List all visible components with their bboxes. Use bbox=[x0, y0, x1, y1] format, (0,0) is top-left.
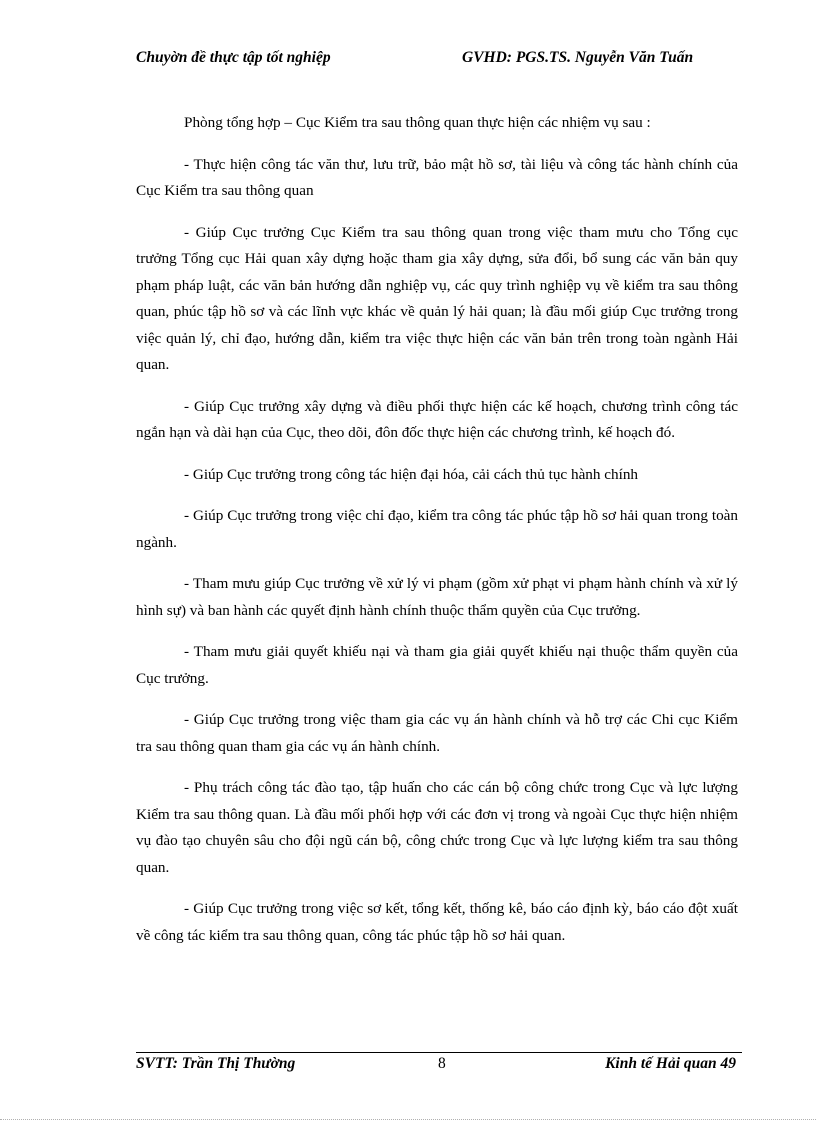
page-bottom-edge bbox=[0, 1119, 816, 1120]
paragraph: - Phụ trách công tác đào tạo, tập huấn cho các cán bộ công chức trong Cục và lực lượng Kiểm tra sau thông quan. Là đầu mối phối hợp với các đơn vị trong và ngoài Cục thực hiện nhiệm vụ đào tạo chuyên sâu cho đội ngũ cán bộ, công chức trong Cục và lực lượng kiểm tra sau thông quan. bbox=[136, 779, 738, 876]
paragraph: - Tham mưu giải quyết khiếu nại và tham gia giải quyết khiếu nại thuộc thẩm quyền của Cục trưởng. bbox=[136, 643, 738, 687]
paragraph: - Tham mưu giúp Cục trưởng về xử lý vi phạm (gồm xử phạt vi phạm hành chính và xử lý hình sự) và ban hành các quyết định hành chính thuộc thẩm quyền của Cục trưởng. bbox=[136, 575, 738, 619]
paragraph: - Giúp Cục trưởng trong việc sơ kết, tổng kết, thống kê, báo cáo định kỳ, báo cáo đột xuất về công tác kiểm tra sau thông quan, công tác phúc tập hồ sơ hải quan. bbox=[136, 900, 738, 944]
paragraph: - Giúp Cục trưởng trong công tác hiện đại hóa, cải cách thủ tục hành chính bbox=[184, 465, 639, 483]
paragraph: - Giúp Cục trưởng xây dựng và điều phối thực hiện các kế hoạch, chương trình công tác ngắn hạn và dài hạn của Cục, theo dõi, đôn đốc thực hiện các chương trình, kế hoạch đó. bbox=[136, 397, 738, 441]
page-number: 8 bbox=[438, 1055, 446, 1072]
footer-class: Kinh tế Hải quan 49 bbox=[605, 1055, 736, 1072]
paragraph-intro: Phòng tổng hợp – Cục Kiểm tra sau thông quan thực hiện các nhiệm vụ sau : bbox=[184, 114, 651, 131]
paragraph: - Thực hiện công tác văn thư, lưu trữ, bảo mật hồ sơ, tài liệu và công tác hành chính của Cục Kiểm tra sau thông quan bbox=[136, 155, 738, 199]
page-header bbox=[136, 49, 726, 71]
header-document-title: Chuyờn đề thực tập tốt nghiệp bbox=[136, 49, 331, 66]
document-body bbox=[136, 110, 738, 964]
paragraph: - Giúp Cục trưởng Cục Kiểm tra sau thông quan trong việc tham mưu cho Tổng cục trưởng Tổng cục Hải quan xây dựng hoặc tham gia xây dựng, sửa đổi, bổ sung các văn bản quy phạm pháp luật, các văn bản hướng dẫn nghiệp vụ, các quy trình nghiệp vụ về kiểm tra sau thông quan, phúc tập hồ sơ và các lĩnh vực khác về quản lý hải quan; là đầu mối giúp Cục trưởng trong việc quản lý, chỉ đạo, hướng dẫn, kiểm tra việc thực hiện các văn bản trên trong toàn ngành Hải quan. bbox=[136, 223, 738, 373]
footer-divider bbox=[136, 1052, 742, 1053]
footer-student: SVTT: Trần Thị Thường bbox=[136, 1055, 296, 1072]
paragraph: - Giúp Cục trưởng trong việc chỉ đạo, kiểm tra công tác phúc tập hồ sơ hải quan trong toàn ngành. bbox=[136, 507, 738, 551]
header-supervisor: GVHD: PGS.TS. Nguyễn Văn Tuấn bbox=[462, 49, 694, 66]
page-footer bbox=[136, 1055, 742, 1077]
paragraph: - Giúp Cục trưởng trong việc tham gia các vụ án hành chính và hỗ trợ các Chi cục Kiểm tra sau thông quan tham gia các vụ án hành chính. bbox=[136, 711, 738, 755]
